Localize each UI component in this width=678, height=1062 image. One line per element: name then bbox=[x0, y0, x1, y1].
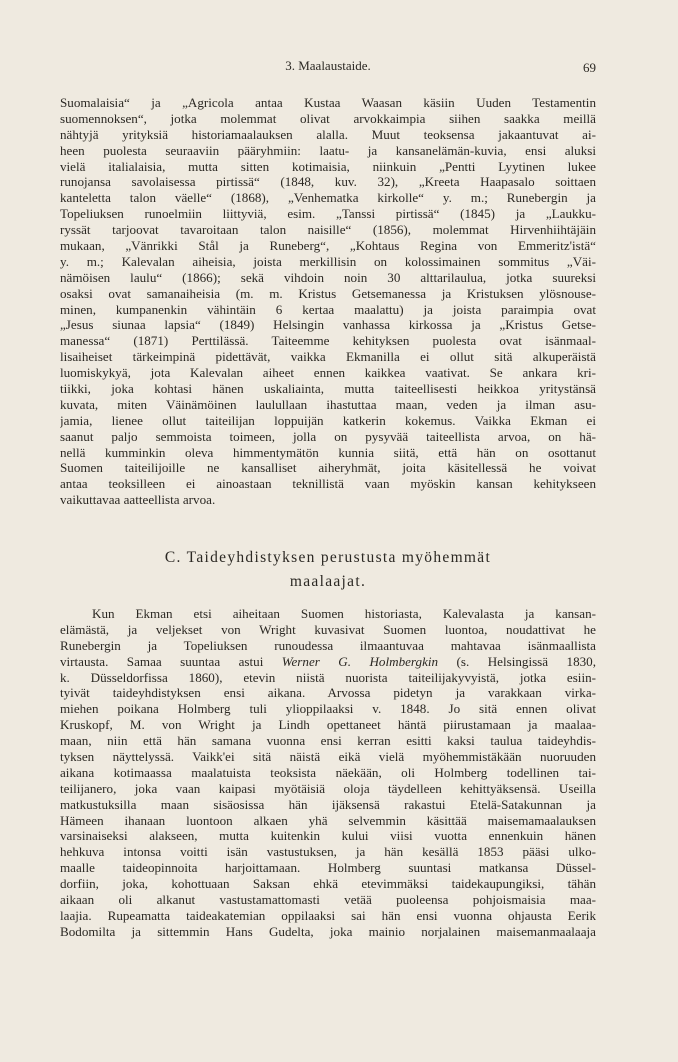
text-line: nellä kumminkin oleva himmentymätön kunnia siitä, että hän on osottanut bbox=[60, 444, 596, 460]
text-line: elämästä, ja veljekset von Wright kuvasivat Suomen luontoa, noudattivat he bbox=[60, 621, 596, 637]
text-line: luomiskykyä, jota Kalevalan aiheet ennen kaikkea vaativat. Se ankara kri- bbox=[60, 365, 596, 381]
text-line: Kun Ekman etsi aiheitaan Suomen historiasta, Kalevalasta ja kansan- bbox=[92, 606, 596, 621]
text-line: mukaan, „Vänrikki Stål ja Runeberg“, „Kohtaus Regina von Emmeritz'istä“ bbox=[60, 238, 596, 254]
text-run: virtausta. Samaa suuntaa astui bbox=[60, 653, 282, 669]
text-line: vielä italialaisia, mutta sitten kotimaisia, niinkuin „Pentti Lyytinen lukee bbox=[60, 158, 596, 174]
text-line: matkustuksilla maan sisäosissa hän ijäksensä rakastui Etelä-Satakunnan ja bbox=[60, 796, 596, 812]
text-line: kuvata, miten Väinämöinen laulullaan ihastuttaa maan, veden ja ilman asu- bbox=[60, 396, 596, 412]
text-line: y. m.; Kalevalan aiheisia, joista merkillisin on kolossimainen sommitus „Väi- bbox=[60, 253, 596, 269]
text-line: teilijanero, joka vaan kaipasi myötäisiä oloja täydelleen kehittyäksensä. Useilla bbox=[60, 780, 596, 796]
text-line: laajia. Rupeamatta taideakatemian oppilaaksi sai hän ensi vuonna ohjausta Eerik bbox=[60, 907, 596, 923]
italic-name: Werner G. Holmbergkin bbox=[281, 653, 439, 669]
text-line: Hämeen ihanaan luontoon alkaen yhä selvemmin käsittää maisemamaalauksen bbox=[60, 812, 596, 828]
text-line: Suomen taiteilijoille ne kansalliset aiheryhmät, joita käsitellessä he voivat bbox=[60, 460, 596, 476]
text-line: tyivät taideyhdistyksen ensi aikana. Arvossa pidetyn ja varakkaan virka- bbox=[60, 685, 596, 701]
section-heading-line-1: C. Taideyhdistyksen perustusta myöhemmät bbox=[164, 549, 492, 566]
paragraph-ekman-works bbox=[60, 95, 596, 508]
text-line: maan, niin että hän samana vuonna ensi kerran esitti kaksi taulua taideyhdis- bbox=[60, 733, 596, 749]
text-line: miehen poikana Holmberg tuli ylioppilaaksi v. 1848. Jo sitä ennen olivat bbox=[60, 701, 596, 717]
text-line: Kruskopf, M. von Wright ja Lindh opettaneet häntä piirustamaan ja maalaa- bbox=[60, 717, 596, 733]
text-line: heen puolesta seuraaviin pääryhmiin: laatu- ja kansanelämän-kuvia, ensi aluksi bbox=[60, 142, 596, 158]
text-line: osaksi ovat samanaiheisia (m. m. Kristus Getsemanessa ja Kristuksen ylösnouse- bbox=[60, 285, 596, 301]
text-line: suomennoksen“, jotka molemmat olivat arvokkaimpia siihen saakka meillä bbox=[60, 110, 596, 126]
text-line: saanut paljo semmoista toimeen, jolla on pysyvää taiteellista arvoa, on hä- bbox=[60, 428, 596, 444]
text-line: nämöisen laulu“ (1866); sekä vihdoin noin 30 alttarilaulua, jotka suureksi bbox=[60, 269, 596, 285]
page-header bbox=[60, 58, 596, 78]
text-line: k. Düsseldorfissa 1860), etevin niistä nuorista taiteilijakyvyistä, jotka esiin- bbox=[60, 669, 596, 685]
running-title: 3. Maalaustaide. bbox=[285, 58, 371, 73]
page-number: 69 bbox=[583, 60, 596, 75]
text-run: (s. Helsingissä 1830, bbox=[438, 653, 596, 669]
text-line: runojansa savolaisessa pirtissä“ (1848, kuv. 32), „Kreeta Haapasalo soittaen bbox=[60, 174, 596, 190]
text-line: maalle taideopinnoita harjoittamaan. Holmberg suuntasi matkansa Düssel- bbox=[60, 860, 596, 876]
text-line: Bodomilta ja sittemmin Hans Gudelta, joka mainio norjalainen maisemanmaalaaja bbox=[60, 923, 596, 939]
text-line: aikana kotimaassa maalatuista teoksista näekään, oli Holmberg todellinen tai- bbox=[60, 764, 596, 780]
text-line: lisaiheiset tärkeimpinä pidettävät, vaikka Ekmanilla ei ollut sitä alkuperäistä bbox=[60, 349, 596, 365]
text-line: kanteletta talon väelle“ (1868), „Venhematka kirkolle“ y. m.; Runebergin ja bbox=[60, 190, 596, 206]
text-line: varsinaiseksi alakseen, mutta kuitenkin kului viisi vuotta ennenkuin hänen bbox=[60, 828, 596, 844]
text-line: nähtyjä yrityksiä historiamaalauksen alalla. Muut teoksensa jakaantuvat ai- bbox=[60, 126, 596, 142]
text-line: dorfiin, joka, kohottuaan Saksan ehkä etevimmäksi taidekaupungiksi, tähän bbox=[60, 876, 596, 892]
text-line-mixed bbox=[60, 654, 596, 670]
text-line: tiikki, joka kohtasi hänen uskaliainta, mutta taiteellisesti heikkoa yritystänsä bbox=[60, 381, 596, 397]
paragraph-holmberg bbox=[60, 606, 596, 940]
text-line: jamia, lienee ollut taiteilijan loppuijän katkerin kokemus. Vaikka Ekman ei bbox=[60, 412, 596, 428]
section-heading-line-2: maalaajat. bbox=[289, 573, 367, 590]
text-line: Topeliuksen runoelmiin liittyviä, esim. „Tanssi pirtissä“ (1845) ja „Laukku- bbox=[60, 206, 596, 222]
text-line: Runebergin ja Topeliuksen runoudessa ilmaantuvaa mahtavaa isänmaallista bbox=[60, 637, 596, 653]
text-line: hehkuva intonsa voitti isän vastustuksen, ja hän kesällä 1853 pääsi ulko- bbox=[60, 844, 596, 860]
text-line: vaikuttavaa aatteellista arvoa. bbox=[60, 492, 216, 508]
text-line: manessa“ (1871) Perttilässä. Taiteemme kehityksen puolesta ovat isänmaal- bbox=[60, 333, 596, 349]
text-line: Suomalaisia“ ja „Agricola antaa Kustaa Waasan käsiin Uuden Testamentin bbox=[60, 95, 596, 110]
text-line: „Jesus siunaa lapsia“ (1849) Helsingin vanhassa kirkossa ja „Kristus Getse- bbox=[60, 317, 596, 333]
text-line: tyksen näyttelyssä. Vaikk'ei sitä näistä eikä vielä myöhemmistäkään nuoruuden bbox=[60, 749, 596, 765]
text-line: antaa teoksilleen ei ainoastaan teknillistä vaan myöskin kansan kehitykseen bbox=[60, 476, 596, 492]
text-line: minen, kumpanenkin vähintäin 6 kertaa maalattu) ja joista paraimpia ovat bbox=[60, 301, 596, 317]
text-line: aikaan oli alkanut vastustamattomasti vetää puoleensa pohjoismaisia maa- bbox=[60, 892, 596, 908]
text-line: ryssät tarjoovat tavaroitaan talon naisille“ (1856), molemmat Hirvenhiihtäjäin bbox=[60, 222, 596, 238]
